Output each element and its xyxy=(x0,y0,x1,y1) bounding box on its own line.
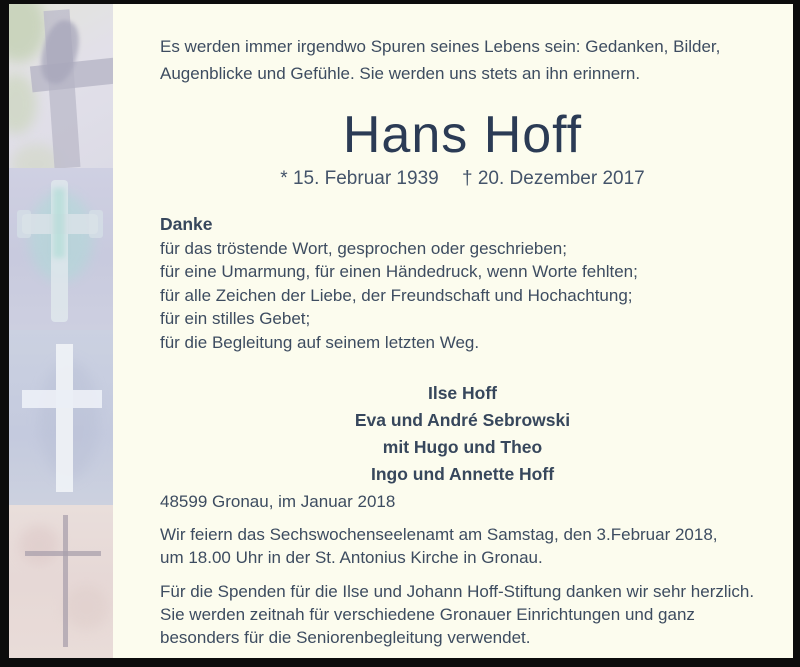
cross-icon xyxy=(56,344,73,492)
cross-photo-granite xyxy=(9,505,113,658)
intro-line: Augenblicke und Gefühle. Sie werden uns stets an ihn erinnern. xyxy=(160,64,641,83)
mourning-family xyxy=(160,380,765,488)
cross-photo-foliage xyxy=(9,4,113,168)
granite-speckle xyxy=(19,525,59,565)
intro-text xyxy=(160,33,765,87)
place-and-date: 48599 Gronau, im Januar 2018 xyxy=(160,492,396,511)
family-line: Eva und André Sebrowski xyxy=(354,410,571,430)
obituary-content xyxy=(113,4,793,658)
memorial-service-text xyxy=(160,523,765,569)
service-line: Wir feiern das Sechswochenseelenamt am Samstag, den 3.Februar 2018, xyxy=(160,525,718,544)
foliage-blob xyxy=(9,4,46,62)
thanks-heading: Danke xyxy=(160,214,213,234)
life-dates xyxy=(160,167,765,191)
family-line: mit Hugo und Theo xyxy=(382,437,543,457)
thanks-text xyxy=(160,237,765,355)
family-line: Ingo und Annette Hoff xyxy=(370,464,555,484)
donation-line: besonders für die Seniorenbegleitung verwendet. xyxy=(160,628,531,647)
cross-photo-ornate xyxy=(9,168,113,330)
thanks-line: für eine Umarmung, für einen Händedruck, wenn Worte fehlten; xyxy=(160,262,638,281)
cross-photo-white xyxy=(9,330,113,505)
deceased-name: Hans Hoff xyxy=(342,106,583,164)
cross-icon xyxy=(63,515,68,647)
donation-line: Für die Spenden für die Ilse und Johann Hoff-Stiftung danken wir sehr herzlich. xyxy=(160,582,755,601)
death-date: † 20. Dezember 2017 xyxy=(462,168,645,189)
patina-glow xyxy=(53,188,65,258)
thanks-line: für alle Zeichen der Liebe, der Freundschaft und Hochachtung; xyxy=(160,285,633,305)
thanks-line: für die Begleitung auf seinem letzten Weg. xyxy=(160,332,480,352)
service-line: um 18.00 Uhr in der St. Antonius Kirche in Gronau. xyxy=(160,548,543,567)
intro-line: Es werden immer irgendwo Spuren seines Lebens sein: Gedanken, Bilder, xyxy=(160,37,721,56)
family-line: Ilse Hoff xyxy=(427,383,498,403)
thanks-line: für das tröstende Wort, gesprochen oder geschrieben; xyxy=(160,238,567,258)
cross-icon xyxy=(22,390,102,408)
donation-line: Sie werden zeitnah für verschiedene Gronauer Einrichtungen und ganz xyxy=(160,605,695,624)
cross-icon xyxy=(25,551,101,556)
birth-date: * 15. Februar 1939 xyxy=(280,168,439,189)
granite-speckle xyxy=(64,585,109,630)
thanks-line: für ein stilles Gebet; xyxy=(160,309,311,328)
cross-photo-strip xyxy=(9,4,113,658)
donation-text xyxy=(160,580,765,649)
